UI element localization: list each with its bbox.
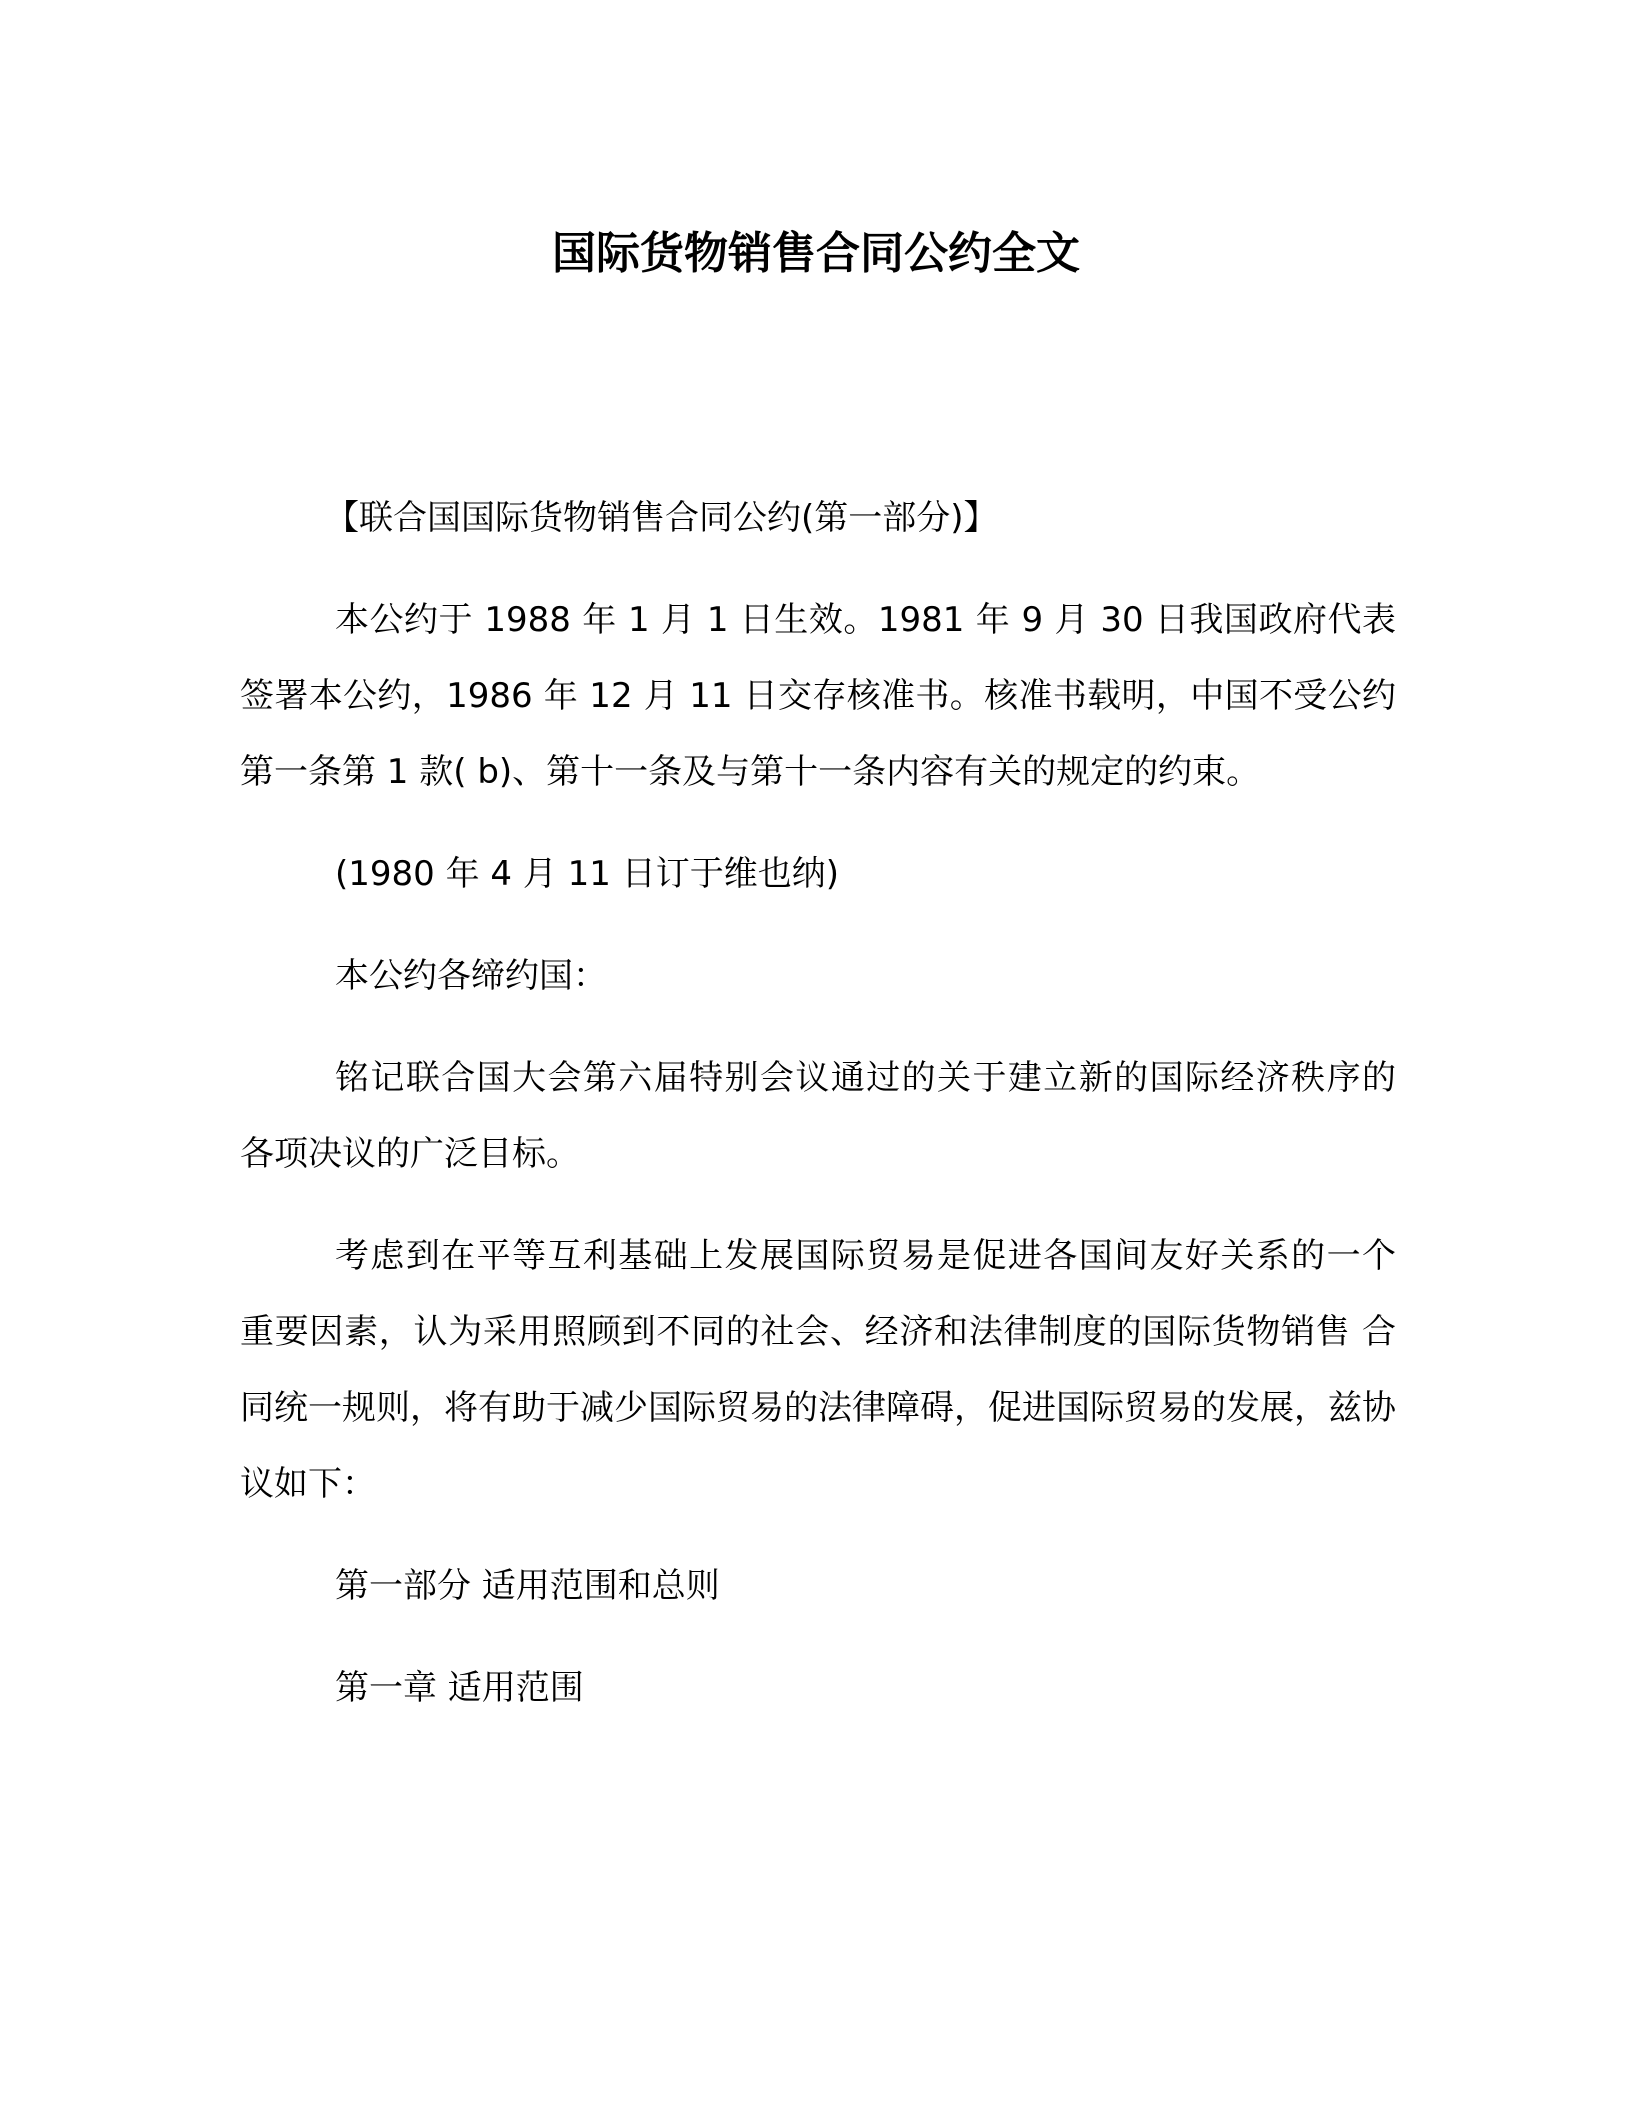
part-one-heading: 第一部分 适用范围和总则 — [335, 1566, 720, 1606]
document-body-paragraphs — [240, 582, 1396, 1726]
paragraph-effective-date: 本公约于 1988 年 1 月 1 日生效。1981 年 9 月 30 日我国政府代表签署本公约，1986 年 12 月 11 日交存核准书。核准书载明，中国不受公约第一条第 1 款( b)、第十一条及与第十一条内容有关的规定的约束。 — [240, 600, 1396, 792]
chapter-one-heading: 第一章 适用范围 — [335, 1668, 584, 1708]
section-heading: 【联合国国际货物销售合同公约(第一部分)】 — [325, 498, 998, 538]
paragraph-bearing-in-mind: 铭记联合国大会第六届特别会议通过的关于建立新的国际经济秩序的 各项决议的广泛目标。 — [240, 1058, 1396, 1174]
paragraph-considering: 考虑到在平等互利基础上发展国际贸易是促进各国间友好关系的一个 重要因素，认为采用照顾到不同的社会、经济和法律制度的国际货物销售 合同统一规则，将有助于减少国际贸易的法律障碍，促进国际贸易的发展，兹协议如下： — [240, 1236, 1396, 1504]
document-title: 国际货物销售合同公约全文 — [552, 228, 1080, 279]
paragraph-contracting-states: 本公约各缔约国： — [335, 956, 607, 996]
paragraph-signing-place: (1980 年 4 月 11 日订于维也纳) — [335, 854, 839, 894]
document-body — [240, 480, 1396, 556]
